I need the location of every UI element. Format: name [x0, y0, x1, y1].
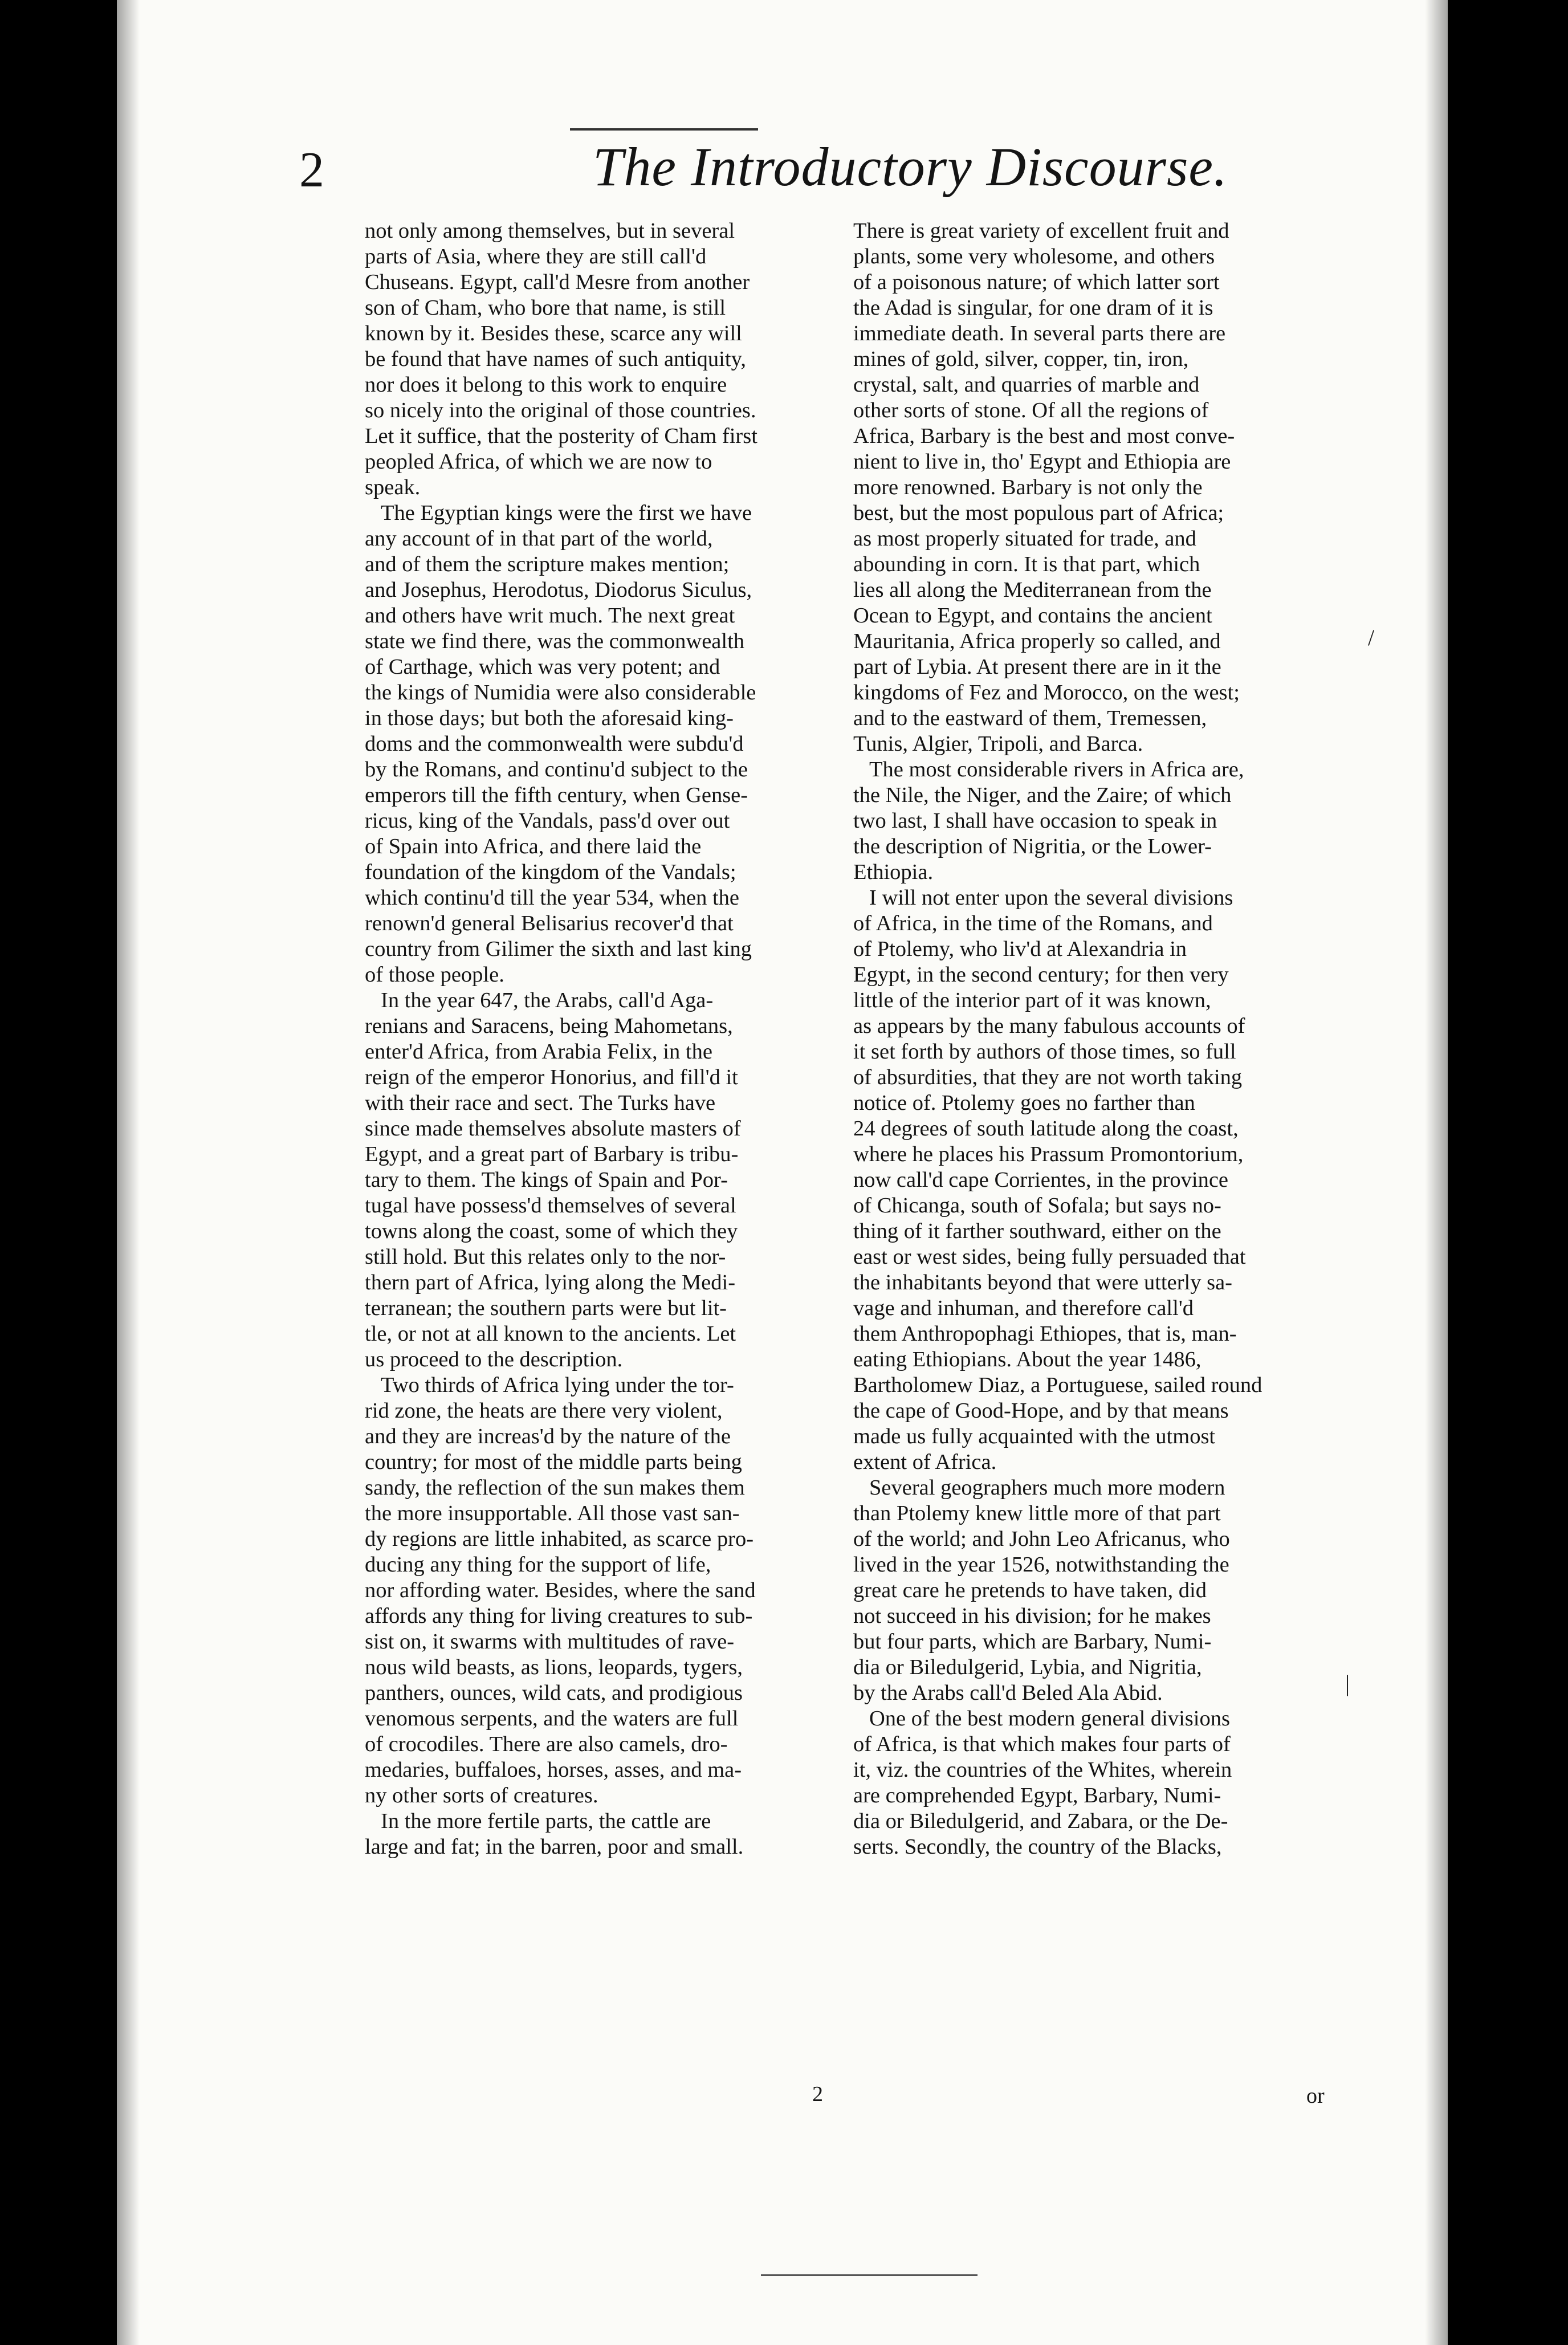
text-line: made us fully acquainted with the utmost	[853, 1424, 1216, 1448]
text-line: nient to live in, tho' Egypt and Ethiopia are	[853, 450, 1231, 474]
text-line: son of Cham, who bore that name, is still	[365, 296, 726, 320]
text-line: thern part of Africa, lying along the Medi-	[365, 1271, 736, 1294]
text-line: Two thirds of Africa lying under the tor-	[381, 1373, 734, 1397]
text-line: state we find there, was the commonwealth	[365, 629, 745, 653]
text-line: nor affording water. Besides, where the sand	[365, 1578, 756, 1602]
text-line: the description of Nigritia, or the Lower-	[853, 834, 1212, 858]
margin-annotation-mark: |	[1345, 1671, 1350, 1696]
text-line: immediate death. In several parts there are	[853, 321, 1226, 345]
text-line: panthers, ounces, wild cats, and prodigious	[365, 1681, 743, 1705]
text-line: doms and the commonwealth were subdu'd	[365, 732, 744, 756]
text-line: eating Ethiopians. About the year 1486,	[853, 1347, 1202, 1371]
text-line: terranean; the southern parts were but lit-	[365, 1296, 727, 1320]
text-line: the Adad is singular, for one dram of it is	[853, 296, 1213, 320]
text-line: Tunis, Algier, Tripoli, and Barca.	[853, 732, 1143, 756]
text-line: mines of gold, silver, copper, tin, iron,	[853, 347, 1189, 371]
text-line: There is great variety of excellent fruit and	[853, 219, 1229, 243]
text-line: as appears by the many fabulous accounts of	[853, 1014, 1245, 1038]
text-line: us proceed to the description.	[365, 1347, 623, 1371]
text-line: affords any thing for living creatures to sub-	[365, 1604, 753, 1628]
text-line: reign of the emperor Honorius, and fill'd it	[365, 1065, 738, 1089]
text-line: best, but the most populous part of Africa;	[853, 501, 1224, 525]
text-line: rid zone, the heats are there very violent,	[365, 1399, 723, 1423]
text-line: of the world; and John Leo Africanus, who	[853, 1527, 1230, 1551]
text-line: venomous serpents, and the waters are full	[365, 1707, 739, 1731]
text-line: great care he pretends to have taken, did	[853, 1578, 1207, 1602]
text-line: be found that have names of such antiquity,	[365, 347, 746, 371]
header-rule	[570, 128, 758, 131]
text-line: not succeed in his division; for he makes	[853, 1604, 1211, 1628]
text-line: Let it suffice, that the posterity of Cham first	[365, 424, 757, 448]
text-line: I will not enter upon the several divisions	[869, 886, 1233, 910]
text-line: serts. Secondly, the country of the Blacks,	[853, 1835, 1222, 1859]
text-line: Bartholomew Diaz, a Portuguese, sailed round	[853, 1373, 1262, 1397]
catchword: or	[1306, 2084, 1325, 2108]
text-line: any account of in that part of the world,	[365, 527, 713, 551]
text-line: notice of. Ptolemy goes no farther than	[853, 1091, 1195, 1115]
text-line: ricus, king of the Vandals, pass'd over out	[365, 809, 730, 833]
text-line: lived in the year 1526, notwithstanding the	[853, 1553, 1229, 1577]
text-line: One of the best modern general divisions	[869, 1707, 1230, 1731]
text-line: plants, some very wholesome, and others	[853, 245, 1215, 268]
text-line: dy regions are little inhabited, as scarce pro-	[365, 1527, 754, 1551]
margin-annotation-mark: /	[1368, 625, 1375, 650]
scan-shadow-left	[117, 0, 140, 2345]
text-line: ducing any thing for the support of life,	[365, 1553, 711, 1577]
text-line: and Josephus, Herodotus, Diodorus Siculus,	[365, 578, 752, 602]
text-line: thing of it farther southward, either on the	[853, 1219, 1221, 1243]
text-line: as most properly situated for trade, and	[853, 527, 1196, 551]
text-line: dia or Biledulgerid, and Zabara, or the De-	[853, 1809, 1228, 1833]
text-line: nor does it belong to this work to enquire	[365, 373, 727, 397]
text-line: of Carthage, which was very potent; and	[365, 655, 720, 679]
text-line: large and fat; in the barren, poor and small.	[365, 1835, 744, 1859]
text-line: by the Romans, and continu'd subject to the	[365, 758, 748, 781]
text-line: of crocodiles. There are also camels, dro-	[365, 1732, 728, 1756]
text-line: tary to them. The kings of Spain and Por-	[365, 1168, 728, 1192]
text-line: In the year 647, the Arabs, call'd Aga-	[381, 988, 714, 1012]
text-line: of those people.	[365, 963, 504, 987]
text-line: two last, I shall have occasion to speak in	[853, 809, 1217, 833]
signature-mark: 2	[812, 2082, 823, 2106]
text-line: nous wild beasts, as lions, leopards, tygers,	[365, 1655, 743, 1679]
text-line: of Africa, in the time of the Romans, and	[853, 911, 1213, 935]
text-line: kingdoms of Fez and Morocco, on the west;	[853, 681, 1240, 705]
text-line: more renowned. Barbary is not only the	[853, 475, 1203, 499]
text-line: towns along the coast, some of which they	[365, 1219, 738, 1243]
text-line: parts of Asia, where they are still call'd	[365, 245, 707, 268]
text-line: and others have writ much. The next great	[365, 604, 735, 628]
text-line: them Anthropophagi Ethiopes, that is, man-	[853, 1322, 1237, 1346]
text-line: 24 degrees of south latitude along the coast,	[853, 1117, 1239, 1141]
text-line: Egypt, and a great part of Barbary is tribu-	[365, 1142, 739, 1166]
text-line: extent of Africa.	[853, 1450, 997, 1474]
text-line: of Chicanga, south of Sofala; but says no-	[853, 1194, 1221, 1218]
text-line: than Ptolemy knew little more of that part	[853, 1501, 1221, 1525]
text-line: the kings of Numidia were also considerable	[365, 681, 756, 705]
text-line: The Egyptian kings were the first we have	[381, 501, 752, 525]
text-line: Several geographers much more modern	[869, 1476, 1225, 1500]
text-line: part of Lybia. At present there are in it the	[853, 655, 1221, 679]
text-line: and they are increas'd by the nature of the	[365, 1424, 731, 1448]
text-line: of Africa, is that which makes four parts of	[853, 1732, 1231, 1756]
text-line: medaries, buffaloes, horses, asses, and ma-	[365, 1758, 742, 1782]
text-line: Chuseans. Egypt, call'd Mesre from another	[365, 270, 750, 294]
text-line: not only among themselves, but in several	[365, 219, 735, 243]
text-line: Ethiopia.	[853, 860, 934, 884]
text-line: country from Gilimer the sixth and last king	[365, 937, 752, 961]
text-line: where he places his Prassum Promontorium,	[853, 1142, 1244, 1166]
text-line: in those days; but both the aforesaid king-	[365, 706, 734, 730]
text-line: Ocean to Egypt, and contains the ancient	[853, 604, 1212, 628]
footer-rule	[761, 2274, 978, 2276]
text-line: renians and Saracens, being Mahometans,	[365, 1014, 733, 1038]
left-text-column	[365, 218, 824, 1860]
text-line: The most considerable rivers in Africa are,	[869, 758, 1244, 781]
text-line: east or west sides, being fully persuaded that	[853, 1245, 1246, 1269]
text-line: which continu'd till the year 534, when the	[365, 886, 740, 910]
text-line: crystal, salt, and quarries of marble and	[853, 373, 1200, 397]
text-line: of Spain into Africa, and there laid the	[365, 834, 702, 858]
text-line: the more insupportable. All those vast san-	[365, 1501, 740, 1525]
text-line: of a poisonous nature; of which latter sort	[853, 270, 1220, 294]
text-line: it set forth by authors of those times, so full	[853, 1040, 1236, 1064]
text-line: with their race and sect. The Turks have	[365, 1091, 716, 1115]
text-line: little of the interior part of it was known,	[853, 988, 1211, 1012]
text-line: of absurdities, that they are not worth taking	[853, 1065, 1243, 1089]
text-line: speak.	[365, 475, 421, 499]
text-line: renown'd general Belisarius recover'd that	[365, 911, 734, 935]
text-line: sist on, it swarms with multitudes of rave-	[365, 1630, 735, 1654]
right-text-column	[853, 218, 1326, 1860]
text-line: but four parts, which are Barbary, Numi-	[853, 1630, 1212, 1654]
text-line: it, viz. the countries of the Whites, wherein	[853, 1758, 1232, 1782]
text-line: the inhabitants beyond that were utterly sa-	[853, 1271, 1232, 1294]
text-line: still hold. But this relates only to the nor-	[365, 1245, 726, 1269]
text-line: known by it. Besides these, scarce any will	[365, 321, 742, 345]
text-line: Mauritania, Africa properly so called, and	[853, 629, 1221, 653]
text-line: lies all along the Mediterranean from the	[853, 578, 1212, 602]
text-line: the cape of Good-Hope, and by that means	[853, 1399, 1229, 1423]
text-line: the Nile, the Niger, and the Zaire; of which	[853, 783, 1232, 807]
text-line: of Ptolemy, who liv'd at Alexandria in	[853, 937, 1187, 961]
text-line: emperors till the fifth century, when Gense-	[365, 783, 748, 807]
text-line: so nicely into the original of those countries.	[365, 398, 756, 422]
page-number: 2	[299, 143, 324, 198]
text-line: tle, or not at all known to the ancients. Let	[365, 1322, 736, 1346]
text-line: country; for most of the middle parts being	[365, 1450, 742, 1474]
scan-shadow-right	[1425, 0, 1448, 2345]
text-line: Egypt, in the second century; for then very	[853, 963, 1229, 987]
text-line: and to the eastward of them, Tremessen,	[853, 706, 1207, 730]
text-line: abounding in corn. It is that part, which	[853, 552, 1200, 576]
text-line: In the more fertile parts, the cattle are	[381, 1809, 711, 1833]
text-line: other sorts of stone. Of all the regions of	[853, 398, 1209, 422]
text-line: foundation of the kingdom of the Vandals;	[365, 860, 736, 884]
text-line: by the Arabs call'd Beled Ala Abid.	[853, 1681, 1163, 1705]
text-line: peopled Africa, of which we are now to	[365, 450, 712, 474]
text-line: enter'd Africa, from Arabia Felix, in the	[365, 1040, 712, 1064]
text-line: ny other sorts of creatures.	[365, 1784, 598, 1807]
text-line: are comprehended Egypt, Barbary, Numi-	[853, 1784, 1221, 1807]
text-line: tugal have possess'd themselves of several	[365, 1194, 736, 1218]
running-head: The Introductory Discourse.	[593, 136, 1228, 197]
text-line: dia or Biledulgerid, Lybia, and Nigritia,	[853, 1655, 1202, 1679]
text-line: and of them the scripture makes mention;	[365, 552, 730, 576]
text-line: vage and inhuman, and therefore call'd	[853, 1296, 1194, 1320]
text-line: since made themselves absolute masters of	[365, 1117, 741, 1141]
text-line: Africa, Barbary is the best and most conve-	[853, 424, 1235, 448]
text-line: sandy, the reflection of the sun makes them	[365, 1476, 745, 1500]
text-line: now call'd cape Corrientes, in the province	[853, 1168, 1228, 1192]
